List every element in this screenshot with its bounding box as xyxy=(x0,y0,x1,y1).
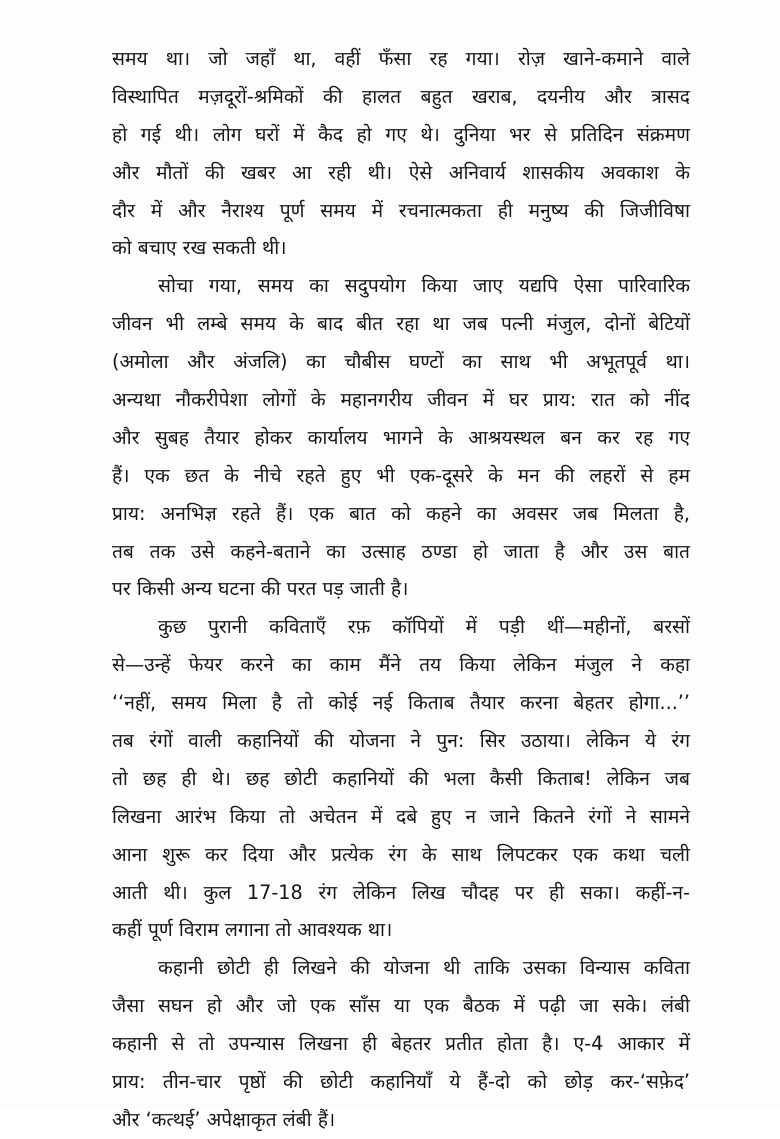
text-line: सोचा गया, समय का सदुपयोग किया जाए यद्यपि ऐसा पारिवारिक xyxy=(158,274,690,298)
text-line: हो गई थी। लोग घरों में कैद हो गए थे। दुनिया भर से प्रतिदिन संक्रमण xyxy=(112,122,690,146)
paragraph-3 xyxy=(112,608,690,949)
text-line: जैसा सघन हो और जो एक साँस या एक बैठक में पढ़ी जा सके। लंबी xyxy=(112,994,690,1018)
text-line: और सुबह तैयार होकर कार्यालय भागने के आश्रयस्थल बन कर रह गए xyxy=(112,425,690,449)
text-line: अन्यथा नौकरीपेशा लोगों के महानगरीय जीवन में घर प्राय: रात को नींद xyxy=(112,388,690,412)
text-line: को बचाए रख सकती थी। xyxy=(112,236,287,260)
text-line: आना शुरू कर दिया और प्रत्येक रंग के साथ लिपटकर एक कथा चली xyxy=(112,842,690,866)
text-line: समय था। जो जहाँ था, वहीं फँसा रह गया। रोज़ खाने-कमाने वाले xyxy=(112,47,690,70)
text-line: ‘‘नहीं, समय मिला है तो कोई नई किताब तैयार करना बेहतर होगा...’’ xyxy=(112,691,690,715)
page-body-text xyxy=(112,40,690,1139)
text-line: कहानी छोटी ही लिखने की योजना थी ताकि उसका विन्यास कविता xyxy=(158,956,690,980)
text-line: विस्थापित मज़दूरों-श्रमिकों की हालत बहुत खराब, दयनीय और त्रासद xyxy=(112,84,690,108)
text-line: (अमोला और अंजलि) का चौबीस घण्टों का साथ भी अभूतपूर्व था। xyxy=(112,350,690,374)
text-line: हैं। एक छत के नीचे रहते हुए भी एक-दूसरे के मन की लहरों से हम xyxy=(112,463,690,487)
paragraph-2 xyxy=(112,267,690,608)
text-line: और ‘कत्थई’ अपेक्षाकृत लंबी हैं। xyxy=(112,1107,336,1131)
paragraph-1 xyxy=(112,40,690,267)
text-line: कहानी से तो उपन्यास लिखना ही बेहतर प्रतीत होता है। ए-4 आकार में xyxy=(112,1032,690,1056)
text-line: जीवन भी लम्बे समय के बाद बीत रहा था जब पत्नी मंजुल, दोनों बेटियों xyxy=(112,312,690,336)
text-line: दौर में और नैराश्य पूर्ण समय में रचनात्मकता ही मनुष्य की जिजीविषा xyxy=(112,198,690,222)
text-line: आती थी। कुल 17-18 रंग लेकिन लिख चौदह पर ही सका। कहीं-न- xyxy=(112,880,690,904)
text-line: प्राय: अनभिज्ञ रहते हैं। एक बात को कहने का अवसर जब मिलता है, xyxy=(112,501,690,525)
text-line: लिखना आरंभ किया तो अचेतन में दबे हुए न जाने कितने रंगों ने सामने xyxy=(112,804,690,828)
text-line: से—उन्हें फेयर करने का काम मैंने तय किया लेकिन मंजुल ने कहा xyxy=(112,653,690,677)
text-line: कुछ पुरानी कविताएँ रफ़ कॉपियों में पड़ी थीं—महीनों, बरसों xyxy=(158,615,690,639)
text-line: और मौतों की खबर आ रही थी। ऐसे अनिवार्य शासकीय अवकाश के xyxy=(112,160,690,184)
text-line: तो छह ही थे। छह छोटी कहानियों की भला कैसी किताब! लेकिन जब xyxy=(112,766,690,790)
paragraph-4 xyxy=(112,949,690,1138)
text-line: तब तक उसे कहने-बताने का उत्साह ठण्डा हो जाता है और उस बात xyxy=(112,539,690,563)
text-line: तब रंगों वाली कहानियों की योजना ने पुन: सिर उठाया। लेकिन ये रंग xyxy=(112,729,690,753)
text-line: प्राय: तीन-चार पृष्ठों की छोटी कहानियाँ ये हैं-दो को छोड़ कर-‘सफ़ेद’ xyxy=(112,1070,690,1094)
text-line: पर किसी अन्य घटना की परत पड़ जाती है। xyxy=(112,577,409,601)
text-line: कहीं पूर्ण विराम लगाना तो आवश्यक था। xyxy=(112,918,393,942)
